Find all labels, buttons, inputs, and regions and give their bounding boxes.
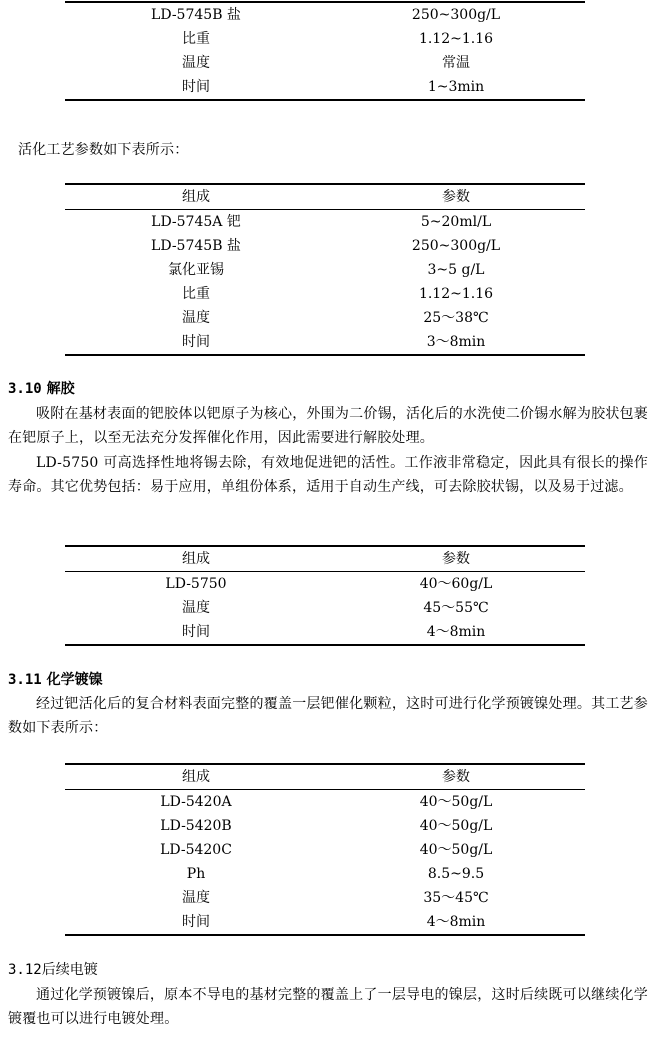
table-cell: 40～50g/L <box>419 818 493 834</box>
table-cell: 温度 <box>182 310 210 326</box>
table-cell: 1~3min <box>427 79 485 95</box>
paragraph: 通过化学预镀镍后，原本不导电的基材完整的覆盖上了一层导电的镍层，这时后续既可以继续化学镀覆也可以进行电镀处理。 <box>8 987 648 1027</box>
table-cell: 40～60g/L <box>419 576 493 592</box>
paragraph: 吸附在基材表面的钯胶体以钯原子为核心，外围为二价锡，活化后的水洗使二价锡水解为胶状包裹在钯原子上，以至无法充分发挥催化作用，因此需要进行解胶处理。 <box>8 406 648 446</box>
table-cell: 时间 <box>182 624 210 640</box>
table-row <box>65 596 585 620</box>
table-top <box>65 1 585 101</box>
table-cell: 5~20ml/L <box>420 214 492 230</box>
table-cell: 40～50g/L <box>419 842 493 858</box>
table-row <box>65 234 585 258</box>
table-cell: 常温 <box>442 55 470 71</box>
table-cell: LD-5420A <box>160 794 232 810</box>
table-cell: LD-5750 <box>165 576 227 592</box>
section-heading-3-10 <box>8 377 75 401</box>
column-header: 参数 <box>442 551 470 567</box>
table-cell: LD-5745A 钯 <box>151 214 241 230</box>
table-row <box>65 75 585 100</box>
activation-intro: 活化工艺参数如下表所示： <box>18 142 189 158</box>
section-heading-3-11 <box>8 668 103 692</box>
table-cell: 温度 <box>182 55 210 71</box>
table-cell: LD-5420B <box>160 818 232 834</box>
table-row <box>65 51 585 75</box>
table-cell: 8.5~9.5 <box>427 866 485 882</box>
column-header: 组成 <box>182 769 210 785</box>
table-row <box>65 2 585 27</box>
table-activation <box>65 183 585 356</box>
table-row <box>65 862 585 886</box>
table-3-10 <box>65 545 585 646</box>
table-cell: 3~5 g/L <box>427 262 485 278</box>
table-cell: LD-5420C <box>160 842 232 858</box>
column-header: 组成 <box>182 551 210 567</box>
table-cell: 时间 <box>182 79 210 95</box>
table-row <box>65 620 585 645</box>
table-cell: Ph <box>186 866 206 882</box>
table-row <box>65 790 585 815</box>
section-title: 后续电镀 <box>41 962 98 978</box>
table-header-row <box>65 546 585 572</box>
table-cell: 温度 <box>182 890 210 906</box>
table-row <box>65 282 585 306</box>
table-row <box>65 258 585 282</box>
table-cell: 氯化亚锡 <box>168 262 224 278</box>
table-header-row <box>65 764 585 790</box>
column-header: 组成 <box>182 189 210 205</box>
table-cell: 时间 <box>182 914 210 930</box>
table-cell: 1.12~1.16 <box>418 31 494 47</box>
table-cell: 1.12~1.16 <box>418 286 494 302</box>
section-heading-3-12 <box>8 958 98 982</box>
table-cell: 比重 <box>182 31 210 47</box>
table-cell: LD-5745B 盐 <box>151 7 241 23</box>
table-cell: 40～50g/L <box>419 794 493 810</box>
table-row <box>65 910 585 935</box>
paragraph: LD-5750 可高选择性地将锡去除，有效地促进钯的活性。工作液非常稳定，因此具有很长的操作寿命。其它优势包括：易于应用，单组份体系，适用于自动生产线，可去除胶状锡，以及易于过滤。 <box>8 455 648 495</box>
table-row <box>65 838 585 862</box>
table-cell: LD-5745B 盐 <box>151 238 241 254</box>
table-cell: 25～38℃ <box>423 310 489 326</box>
table-row <box>65 306 585 330</box>
section-number: 3.11 <box>8 672 42 688</box>
table-cell: 时间 <box>182 334 210 350</box>
section-title: 解胶 <box>46 381 75 397</box>
column-header: 参数 <box>442 189 470 205</box>
table-row <box>65 814 585 838</box>
table-cell: 温度 <box>182 600 210 616</box>
table-row <box>65 886 585 910</box>
section-number: 3.10 <box>8 381 42 397</box>
table-cell: 250~300g/L <box>411 7 501 23</box>
table-cell: 45～55℃ <box>423 600 489 616</box>
section-number: 3.12 <box>8 962 42 978</box>
table-3-11 <box>65 763 585 936</box>
table-cell: 3～8min <box>426 334 486 350</box>
section-title: 化学镀镍 <box>46 672 103 688</box>
table-header-row <box>65 184 585 210</box>
table-cell: 35～45℃ <box>423 890 489 906</box>
table-row <box>65 27 585 51</box>
table-cell: 4～8min <box>426 624 486 640</box>
table-row <box>65 572 585 597</box>
column-header: 参数 <box>442 769 470 785</box>
table-cell: 250~300g/L <box>411 238 501 254</box>
table-cell: 4～8min <box>426 914 486 930</box>
table-row <box>65 210 585 235</box>
table-row <box>65 330 585 355</box>
table-cell: 比重 <box>182 286 210 302</box>
paragraph: 经过钯活化后的复合材料表面完整的覆盖一层钯催化颗粒，这时可进行化学预镀镍处理。其工艺参数如下表所示： <box>8 696 648 736</box>
